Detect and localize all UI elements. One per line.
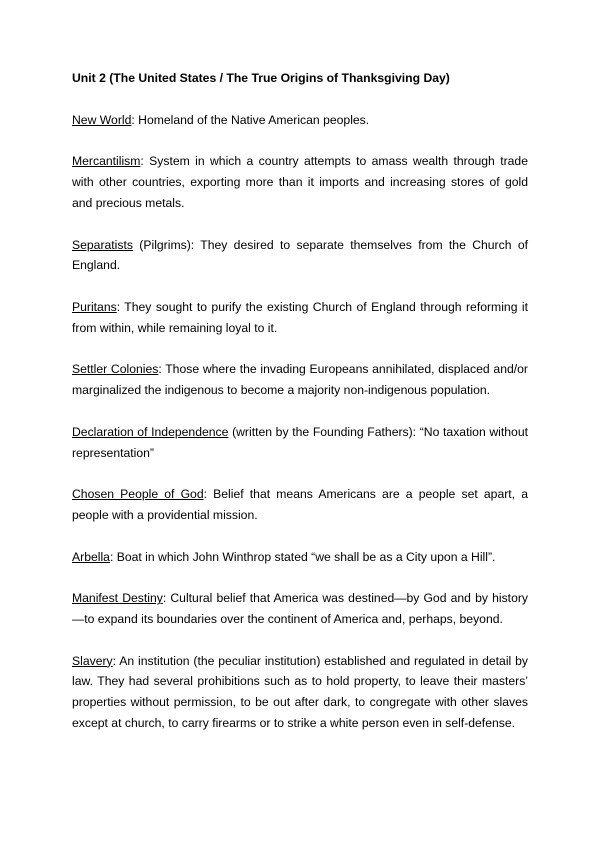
glossary-term: Settler Colonies [72,362,159,377]
glossary-term: Puritans [72,299,117,314]
glossary-definition: : Those where the invading Europeans annihilated, displaced and/or marginalized the indigenous to become a majority non-indigenous population. [72,362,528,398]
glossary-entry-new-world [72,110,528,131]
glossary-definition: : An institution (the peculiar institution) established and regulated in detail by law. They had several prohibitions such as to hold property, to leave their masters’ properties without permission, to be out after dark, to congregate with other slaves except at church, to carry firearms or to strike a white person even in self-defense. [72,653,528,730]
glossary-entry-mercantilism [72,151,528,213]
glossary-term: New World [72,112,132,127]
glossary-term: Chosen People of God [72,487,204,502]
glossary-entry-slavery [72,651,528,734]
glossary-definition: : Homeland of the Native American peoples. [131,112,370,127]
glossary-term: Separatists [72,237,133,252]
glossary-entry-settler-colonies [72,359,528,401]
document-page [72,68,528,755]
glossary-term: Slavery [72,653,113,668]
glossary-definition: : Boat in which John Winthrop stated “we shall be as a City upon a Hill”. [109,549,496,564]
document-title: Unit 2 (The United States / The True Origins of Thanksgiving Day) [72,71,450,85]
glossary-entry-manifest-destiny [72,588,528,630]
glossary-definition: (written by the Founding Fathers): “No taxation without representation” [72,424,528,460]
glossary-entry-separatists [72,235,528,277]
glossary-entry-puritans [72,297,528,339]
glossary-entry-declaration-of-independence [72,422,528,464]
glossary-definition: : Belief that means Americans are a people set apart, a people with a providential mission. [72,487,528,522]
glossary-term: Manifest Destiny [72,591,163,606]
glossary-definition: (Pilgrims): They desired to separate themselves from the Church of England. [72,237,528,273]
glossary-definition: : System in which a country attempts to amass wealth through trade with other countries, exporting more than it imports and increasing stores of gold and precious metals. [72,154,528,210]
glossary-term: Mercantilism [72,154,141,169]
glossary-definition: : They sought to purify the existing Church of England through reforming it from within, while remaining loyal to it. [72,299,528,335]
glossary-entry-chosen-people-of-god [72,484,528,526]
glossary-definition: : Cultural belief that America was destined—by God and by history—to expand its boundaries over the continent of America and, perhaps, beyond. [72,591,528,626]
glossary-term: Arbella [72,549,110,564]
glossary-entry-arbella [72,547,528,568]
glossary-term: Declaration of Independence [72,424,229,439]
